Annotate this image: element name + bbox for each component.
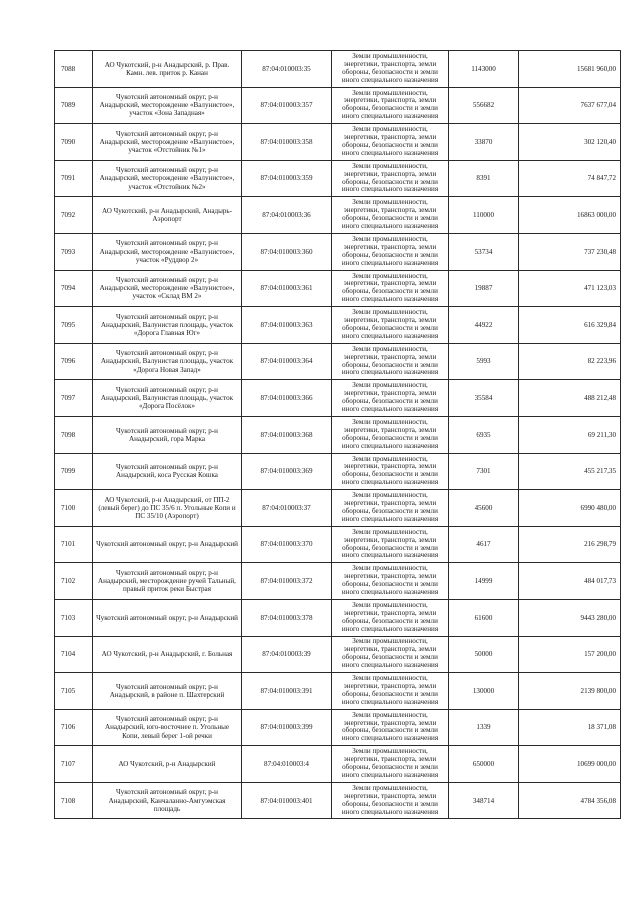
cadastral-value-cell: 737 230,48 [519,233,621,270]
row-number: 7088 [55,51,93,88]
address-cell: АО Чукотский, р-н Анадырский, р. Прав. Камн. лев. приток р. Канан [93,51,242,88]
cadastral-value-cell: 484 017,73 [519,563,621,600]
area-cell: 35584 [449,380,519,417]
table-body [55,51,621,819]
cadastral-number-cell: 87:04:010003:35 [242,51,332,88]
land-category-cell: Земли промышленности, энергетики, транспорта, земли обороны, безопасности и земли иного специального назначения [332,160,449,197]
cadastral-number-cell: 87:04:010003:391 [242,673,332,710]
address-cell: Чукотский автономный округ, р-н Анадырский, коса Русская Кошка [93,453,242,490]
cadastral-value-cell: 157 200,00 [519,636,621,673]
table-row [55,490,621,527]
land-category-cell: Земли промышленности, энергетики, транспорта, земли обороны, безопасности и земли иного специального назначения [332,197,449,234]
address-cell: Чукотский автономный округ, р-н Анадырский, месторождение ручей Тальный, правый приток реки Быстрая [93,563,242,600]
cadastral-number-cell: 87:04:010003:37 [242,490,332,527]
cadastral-number-cell: 87:04:010003:370 [242,526,332,563]
area-cell: 8391 [449,160,519,197]
land-category-cell: Земли промышленности, энергетики, транспорта, земли обороны, безопасности и земли иного специального назначения [332,124,449,161]
address-cell: Чукотский автономный округ, р-н Анадырский, месторождение «Валунистое», участок «Зона Западная» [93,87,242,124]
address-cell: АО Чукотский, р-н Анадырский, Анадырь-Аэропорт [93,197,242,234]
cadastral-value-cell: 74 847,72 [519,160,621,197]
land-category-cell: Земли промышленности, энергетики, транспорта, земли обороны, безопасности и земли иного специального назначения [332,563,449,600]
row-number: 7091 [55,160,93,197]
row-number: 7092 [55,197,93,234]
row-number: 7103 [55,599,93,636]
land-category-cell: Земли промышленности, энергетики, транспорта, земли обороны, безопасности и земли иного специального назначения [332,87,449,124]
row-number: 7094 [55,270,93,307]
cadastral-number-cell: 87:04:010003:372 [242,563,332,600]
table-row [55,343,621,380]
cadastral-number-cell: 87:04:010003:357 [242,87,332,124]
cadastral-number-cell: 87:04:010003:366 [242,380,332,417]
address-cell: Чукотский автономный округ, р-н Анадырский, в районе п. Шахтерский [93,673,242,710]
cadastral-number-cell: 87:04:010003:399 [242,709,332,746]
row-number: 7095 [55,307,93,344]
cadastral-value-cell: 4784 356,08 [519,782,621,819]
row-number: 7099 [55,453,93,490]
area-cell: 44922 [449,307,519,344]
cadastral-number-cell: 87:04:010003:359 [242,160,332,197]
table-row [55,87,621,124]
land-category-cell: Земли промышленности, энергетики, транспорта, земли обороны, безопасности и земли иного специального назначения [332,233,449,270]
land-category-cell: Земли промышленности, энергетики, транспорта, земли обороны, безопасности и земли иного специального назначения [332,782,449,819]
area-cell: 5993 [449,343,519,380]
table-row [55,380,621,417]
row-number: 7100 [55,490,93,527]
cadastral-value-cell: 18 371,08 [519,709,621,746]
table-row [55,160,621,197]
row-number: 7106 [55,709,93,746]
area-cell: 61600 [449,599,519,636]
table-row [55,636,621,673]
address-cell: Чукотский автономный округ, р-н Анадырский [93,599,242,636]
area-cell: 45600 [449,490,519,527]
address-cell: Чукотский автономный округ, р-н Анадырский, месторождение «Валунистое», участок «Склад ВМ 2» [93,270,242,307]
land-category-cell: Земли промышленности, энергетики, транспорта, земли обороны, безопасности и земли иного специального назначения [332,343,449,380]
cadastral-value-cell: 616 329,84 [519,307,621,344]
cadastral-value-cell: 471 123,03 [519,270,621,307]
table-row [55,453,621,490]
table-row [55,746,621,783]
area-cell: 4617 [449,526,519,563]
land-category-cell: Земли промышленности, энергетики, транспорта, земли обороны, безопасности и земли иного специального назначения [332,51,449,88]
cadastral-number-cell: 87:04:010003:369 [242,453,332,490]
address-cell: Чукотский автономный округ, р-н Анадырский, Валунистая площадь, участок «Дорога Главная Юг» [93,307,242,344]
table-row [55,51,621,88]
area-cell: 53734 [449,233,519,270]
area-cell: 556682 [449,87,519,124]
cadastral-value-cell: 6990 480,00 [519,490,621,527]
area-cell: 1339 [449,709,519,746]
row-number: 7098 [55,416,93,453]
area-cell: 7301 [449,453,519,490]
cadastral-number-cell: 87:04:010003:4 [242,746,332,783]
address-cell: Чукотский автономный округ, р-н Анадырский, Валунистая площадь, участок «Дорога Новая Запад» [93,343,242,380]
table-row [55,233,621,270]
row-number: 7090 [55,124,93,161]
table-row [55,197,621,234]
land-category-cell: Земли промышленности, энергетики, транспорта, земли обороны, безопасности и земли иного специального назначения [332,453,449,490]
cadastral-value-cell: 455 217,35 [519,453,621,490]
address-cell: Чукотский автономный округ, р-н Анадырский [93,526,242,563]
row-number: 7093 [55,233,93,270]
table-row [55,416,621,453]
area-cell: 1143000 [449,51,519,88]
table-row [55,270,621,307]
address-cell: Чукотский автономный округ, р-н Анадырский, месторождение «Валунистое», участок «Руддвор 2» [93,233,242,270]
row-number: 7102 [55,563,93,600]
cadastral-value-cell: 302 120,40 [519,124,621,161]
table-row [55,124,621,161]
cadastral-value-cell: 216 298,79 [519,526,621,563]
cadastral-number-cell: 87:04:010003:401 [242,782,332,819]
address-cell: Чукотский автономный округ, р-н Анадырский, месторождение «Валунистое», участок «Отстойник №2» [93,160,242,197]
cadastral-number-cell: 87:04:010003:364 [242,343,332,380]
cadastral-value-cell: 16863 000,00 [519,197,621,234]
area-cell: 14999 [449,563,519,600]
cadastral-number-cell: 87:04:010003:358 [242,124,332,161]
address-cell: Чукотский автономный округ, р-н Анадырский, юго-восточнее п. Угольные Копи, левый берег 1-ой речки [93,709,242,746]
cadastral-value-cell: 7637 677,04 [519,87,621,124]
area-cell: 130000 [449,673,519,710]
table-row [55,599,621,636]
table-row [55,526,621,563]
row-number: 7097 [55,380,93,417]
row-number: 7089 [55,87,93,124]
row-number: 7096 [55,343,93,380]
cadastral-number-cell: 87:04:010003:378 [242,599,332,636]
land-category-cell: Земли промышленности, энергетики, транспорта, земли обороны, безопасности и земли иного специального назначения [332,709,449,746]
document-page [54,50,620,819]
area-cell: 19887 [449,270,519,307]
cadastral-value-cell: 9443 280,00 [519,599,621,636]
area-cell: 50000 [449,636,519,673]
address-cell: Чукотский автономный округ, р-н Анадырский, месторождение «Валунистое», участок «Отстойник №1» [93,124,242,161]
area-cell: 348714 [449,782,519,819]
table-row [55,673,621,710]
land-category-cell: Земли промышленности, энергетики, транспорта, земли обороны, безопасности и земли иного специального назначения [332,636,449,673]
table-row [55,563,621,600]
address-cell: АО Чукотский, р-н Анадырский, от ПП-2 (левый берег) до ПС 35/6 п. Угольные Копи и ПС 35/10 (Аэропорт) [93,490,242,527]
cadastral-value-cell: 2139 800,00 [519,673,621,710]
cadastral-number-cell: 87:04:010003:363 [242,307,332,344]
address-cell: Чукотский автономный округ, р-н Анадырский, гора Марка [93,416,242,453]
area-cell: 6935 [449,416,519,453]
land-category-cell: Земли промышленности, энергетики, транспорта, земли обороны, безопасности и земли иного специального назначения [332,416,449,453]
cadastral-value-cell: 488 212,48 [519,380,621,417]
row-number: 7108 [55,782,93,819]
land-parcels-table [54,50,621,819]
address-cell: АО Чукотский, р-н Анадырский, г. Больная [93,636,242,673]
land-category-cell: Земли промышленности, энергетики, транспорта, земли обороны, безопасности и земли иного специального назначения [332,673,449,710]
cadastral-number-cell: 87:04:010003:39 [242,636,332,673]
row-number: 7107 [55,746,93,783]
land-category-cell: Земли промышленности, энергетики, транспорта, земли обороны, безопасности и земли иного специального назначения [332,307,449,344]
row-number: 7101 [55,526,93,563]
table-row [55,709,621,746]
area-cell: 110000 [449,197,519,234]
land-category-cell: Земли промышленности, энергетики, транспорта, земли обороны, безопасности и земли иного специального назначения [332,490,449,527]
land-category-cell: Земли промышленности, энергетики, транспорта, земли обороны, безопасности и земли иного специального назначения [332,380,449,417]
cadastral-value-cell: 82 223,96 [519,343,621,380]
cadastral-number-cell: 87:04:010003:360 [242,233,332,270]
table-row [55,307,621,344]
cadastral-value-cell: 69 211,30 [519,416,621,453]
address-cell: Чукотский автономный округ, р-н Анадырский, Валунистая площадь, участок «Дорога Посёлок» [93,380,242,417]
area-cell: 33870 [449,124,519,161]
row-number: 7104 [55,636,93,673]
cadastral-value-cell: 10699 000,00 [519,746,621,783]
row-number: 7105 [55,673,93,710]
table-row [55,782,621,819]
address-cell: Чукотский автономный округ, р-н Анадырский, Канчаланно-Амгуэмская площадь [93,782,242,819]
land-category-cell: Земли промышленности, энергетики, транспорта, земли обороны, безопасности и земли иного специального назначения [332,746,449,783]
address-cell: АО Чукотский, р-н Анадырский [93,746,242,783]
cadastral-number-cell: 87:04:010003:361 [242,270,332,307]
land-category-cell: Земли промышленности, энергетики, транспорта, земли обороны, безопасности и земли иного специального назначения [332,270,449,307]
cadastral-value-cell: 15681 960,00 [519,51,621,88]
cadastral-number-cell: 87:04:010003:368 [242,416,332,453]
cadastral-number-cell: 87:04:010003:36 [242,197,332,234]
land-category-cell: Земли промышленности, энергетики, транспорта, земли обороны, безопасности и земли иного специального назначения [332,599,449,636]
land-category-cell: Земли промышленности, энергетики, транспорта, земли обороны, безопасности и земли иного специального назначения [332,526,449,563]
area-cell: 650000 [449,746,519,783]
